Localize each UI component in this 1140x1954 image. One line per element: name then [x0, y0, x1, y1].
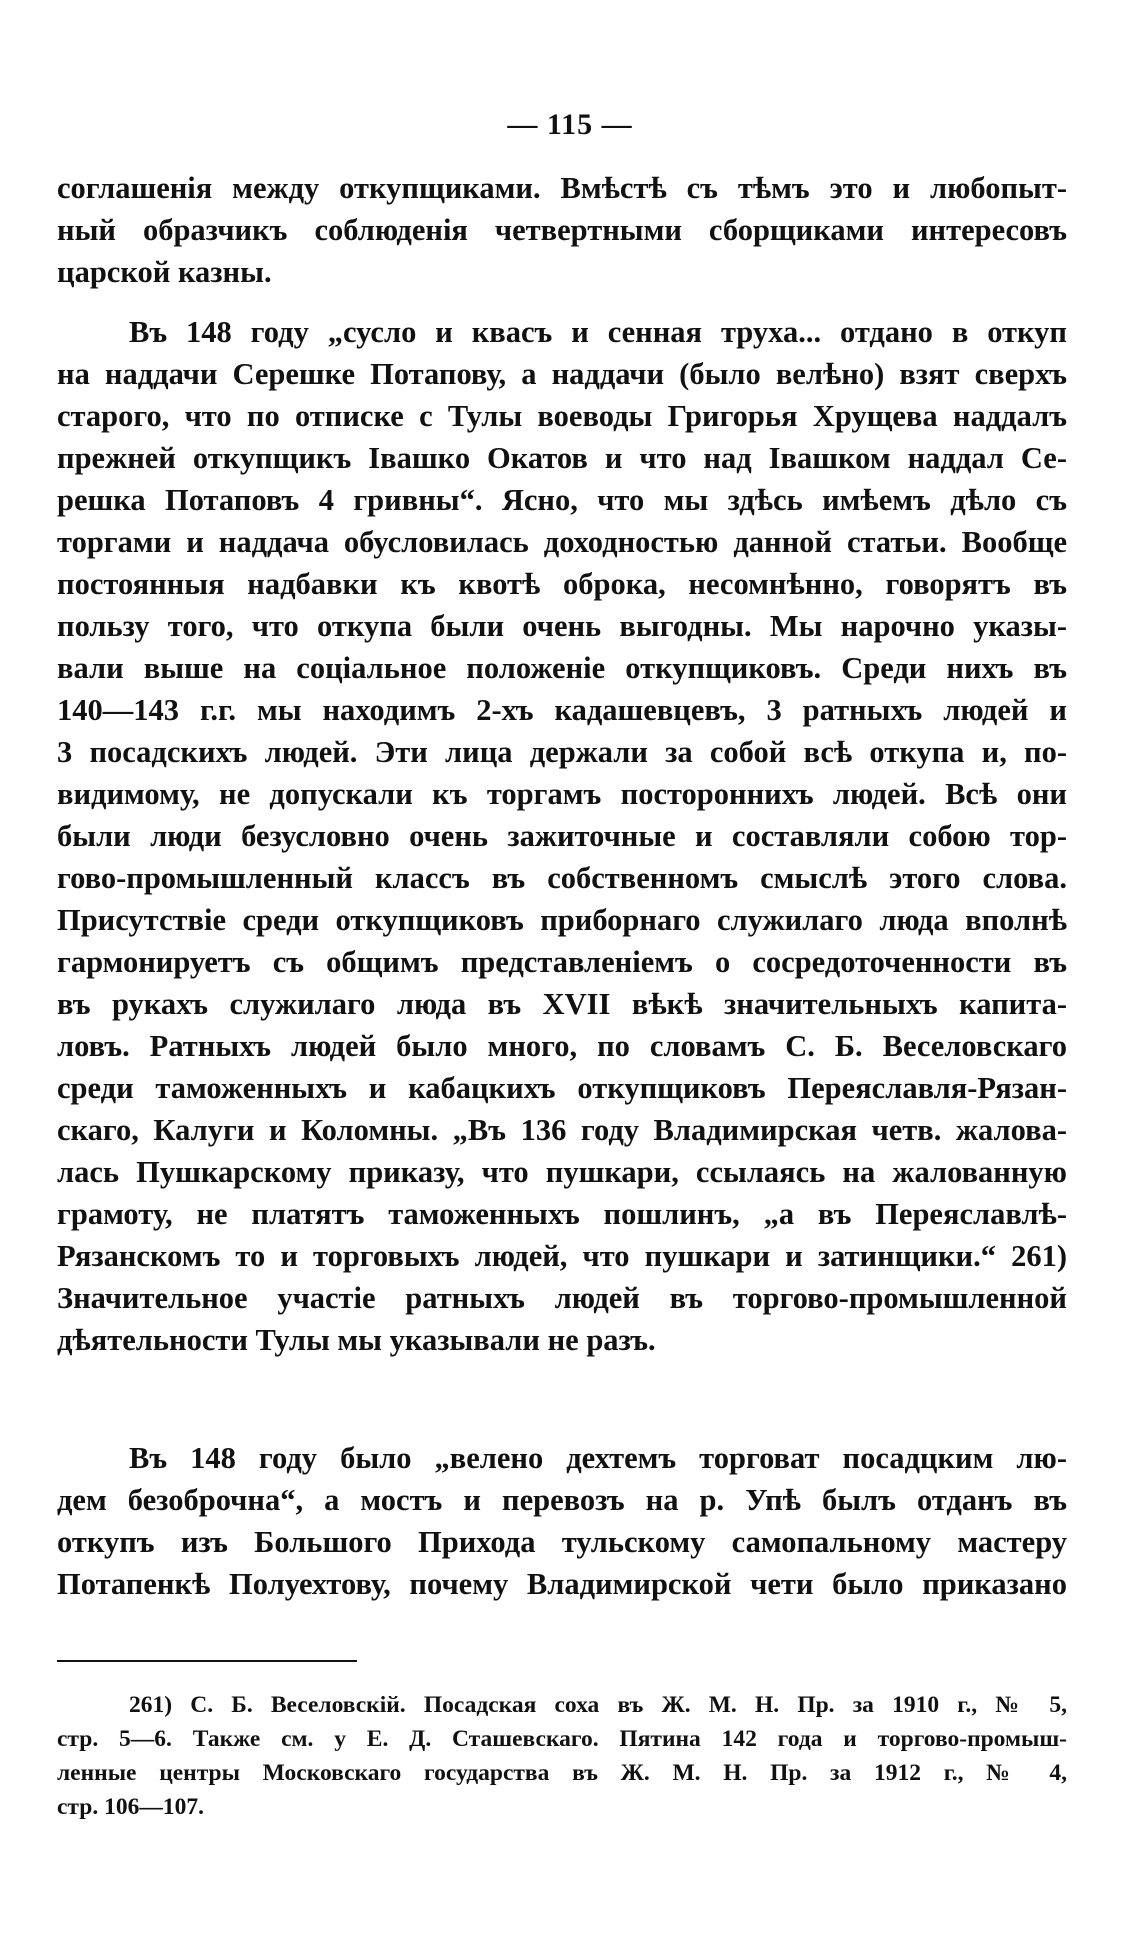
text-line: Значительное участіе ратныхъ людей въ торгово-промышленной	[57, 1281, 1067, 1315]
text-line: Въ 148 году было „велено дехтемъ торговат посадцким лю-	[129, 1441, 1067, 1475]
text-line: дем безоброчна“, а мостъ и перевозъ на р. Упѣ былъ отданъ въ	[57, 1483, 1067, 1517]
text-line: решка Потаповъ 4 гривны“. Ясно, что мы здѣсь имѣемъ дѣло съ	[57, 483, 1067, 517]
paragraph-1	[57, 167, 1067, 293]
text-line: Въ 148 году „сусло и квасъ и сенная труха... отдано в откуп	[129, 315, 1067, 349]
text-line: среди таможенныхъ и кабацкихъ откупщиковъ Переяславля-Рязан-	[57, 1071, 1067, 1105]
footnote-line: стр. 5—6. Также см. у Е. Д. Сташевскаго. Пятина 142 года и торгово-промыш-	[57, 1726, 1067, 1752]
footnote-line: 261) С. Б. Веселовскій. Посадская соха въ Ж. М. Н. Пр. за 1910 г., № 5,	[129, 1692, 1067, 1718]
text-line: торгами и наддача обусловилась доходностью данной статьи. Вообще	[57, 525, 1067, 559]
text-line: 3 посадскихъ людей. Эти лица держали за собой всѣ откупа и, по-	[57, 735, 1067, 769]
text-line: Потапенкѣ Полуехтову, почему Владимирской чети было приказано	[57, 1567, 1067, 1601]
text-line: скаго, Калуги и Коломны. „Въ 136 году Владимирская четв. жалова-	[57, 1113, 1067, 1147]
footnote	[57, 1688, 1067, 1824]
paragraph-2	[57, 311, 1067, 1361]
text-line: грамоту, не платятъ таможенныхъ пошлинъ, „а въ Переяславлѣ-	[57, 1197, 1067, 1231]
text-line: царской казны.	[57, 255, 272, 289]
text-line: на наддачи Серешке Потапову, а наддачи (было велѣно) взят сверхъ	[57, 357, 1067, 391]
text-line: пользу того, что откупа были очень выгодны. Мы нарочно указы-	[57, 609, 1067, 643]
text-line: Рязанскомъ то и торговыхъ людей, что пушкари и затинщики.“ 261)	[57, 1239, 1067, 1273]
text-line: гармонируетъ съ общимъ представленіемъ о сосредоточенности въ	[57, 945, 1067, 979]
text-line: ный образчикъ соблюденія четвертными сборщиками интересовъ	[57, 213, 1067, 247]
text-line: постоянныя надбавки къ квотѣ оброка, несомнѣнно, говорятъ въ	[57, 567, 1067, 601]
paragraph-3	[57, 1437, 1067, 1605]
page-number: — 115 —	[507, 108, 633, 141]
text-line: видимому, не допускали къ торгамъ постороннихъ людей. Всѣ они	[57, 777, 1067, 811]
footnote-line: ленные центры Московскаго государства въ Ж. М. Н. Пр. за 1912 г., № 4,	[57, 1760, 1067, 1786]
footnote-line: стр. 106—107.	[57, 1794, 204, 1820]
text-line: дѣятельности Тулы мы указывали не разъ.	[57, 1323, 656, 1357]
text-line: гово-промышленный классъ въ собственномъ смыслѣ этого слова.	[57, 861, 1067, 895]
text-line: старого, что по отписке с Тулы воеводы Григорья Хрущева наддалъ	[57, 399, 1067, 433]
text-line: ловъ. Ратныхъ людей было много, по словамъ С. Б. Веселовскаго	[57, 1029, 1067, 1063]
text-line: соглашенія между откупщиками. Вмѣстѣ съ тѣмъ это и любопыт-	[57, 171, 1067, 205]
text-line: лась Пушкарскому приказу, что пушкари, ссылаясь на жалованную	[57, 1155, 1067, 1189]
text-line: откупъ изъ Большого Прихода тульскому самопальному мастеру	[57, 1525, 1067, 1559]
text-line: прежней откупщикъ Івашко Окатов и что над Івашком наддал Се-	[57, 441, 1067, 475]
footnote-separator	[57, 1660, 357, 1662]
text-line: вали выше на соціальное положеніе откупщиковъ. Среди нихъ въ	[57, 651, 1067, 685]
text-line: 140—143 г.г. мы находимъ 2-хъ кадашевцевъ, 3 ратныхъ людей и	[57, 693, 1067, 727]
text-line: въ рукахъ служилаго люда въ XVII вѣкѣ значительныхъ капита-	[57, 987, 1067, 1021]
text-line: Присутствіе среди откупщиковъ приборнаго служилаго люда вполнѣ	[57, 903, 1067, 937]
text-line: были люди безусловно очень зажиточные и составляли собою тор-	[57, 819, 1067, 853]
